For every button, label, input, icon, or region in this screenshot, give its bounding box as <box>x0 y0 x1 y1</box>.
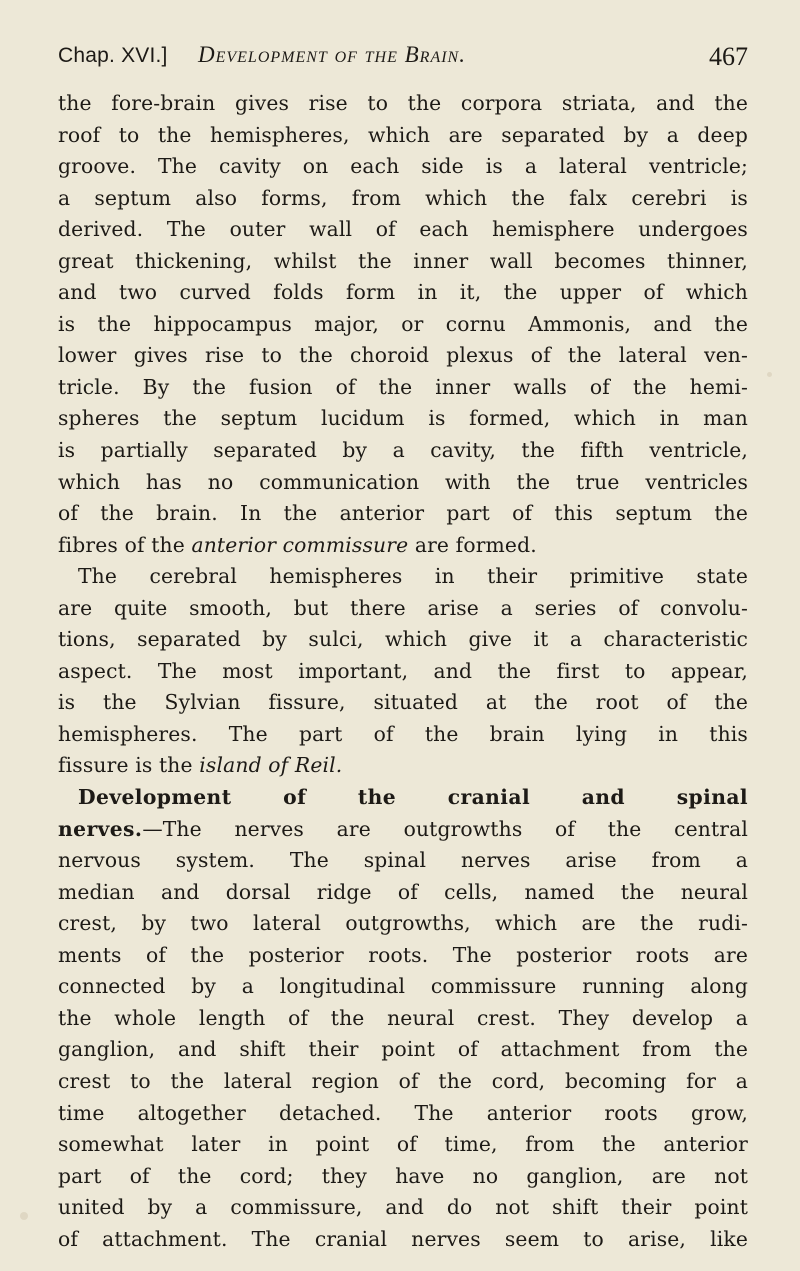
text-line: roof to the hemispheres, which are separated by a deep <box>58 122 748 147</box>
text-line: are quite smooth, but there arise a series of convolu- <box>58 595 748 620</box>
text-line <box>58 530 748 562</box>
text-line: hemispheres. The part of the brain lying in this <box>58 721 748 746</box>
text-line: the whole length of the neural crest. They develop a <box>58 1005 748 1030</box>
body-text <box>58 88 748 1255</box>
text-line: lower gives rise to the choroid plexus of the lateral ven- <box>58 343 748 368</box>
section-heading-line <box>58 782 748 814</box>
text-line: a septum also forms, from which the falx cerebri is <box>58 185 748 210</box>
text-line: the fore-brain gives rise to the corpora striata, and the <box>58 91 748 115</box>
text-run: fissure is the <box>58 753 200 778</box>
section-heading: Development of the cranial and spinal <box>78 785 748 810</box>
section-heading: nerves. <box>58 816 143 841</box>
text-run: fibres of the <box>58 532 192 557</box>
text-line: spheres the septum lucidum is formed, which in man <box>58 406 748 431</box>
page-number: 467 <box>709 42 748 71</box>
text-line: of the brain. In the anterior part of this septum the <box>58 501 748 526</box>
running-title: Development of the Brain. <box>198 42 466 67</box>
text-line: time altogether detached. The anterior roots grow, <box>58 1100 748 1125</box>
text-line: crest to the lateral region of the cord, becoming for a <box>58 1068 748 1093</box>
text-line: is the Sylvian fissure, situated at the root of the <box>58 690 748 715</box>
text-line: tions, separated by sulci, which give it a characteristic <box>58 627 748 652</box>
paper-spot <box>20 1212 28 1220</box>
text-line <box>58 750 748 782</box>
paper-spot <box>767 372 772 377</box>
text-line: ments of the posterior roots. The posterior roots are <box>58 942 748 967</box>
text-line: tricle. By the fusion of the inner walls of the hemi- <box>58 374 748 399</box>
text-line: part of the cord; they have no ganglion, are not <box>58 1163 748 1188</box>
text-line: of attachment. The cranial nerves seem to arise, like <box>58 1226 748 1251</box>
text-run: are formed. <box>408 532 537 557</box>
text-line: is partially separated by a cavity, the fifth ventricle, <box>58 438 748 463</box>
text-line: derived. The outer wall of each hemisphere undergoes <box>58 217 748 242</box>
text-line: which has no communication with the true ventricles <box>58 469 748 494</box>
text-line: nervous system. The spinal nerves arise from a <box>58 848 748 873</box>
text-line: and two curved folds form in it, the upper of which <box>58 280 748 305</box>
chapter-label: Chap. XVI.] <box>58 44 168 67</box>
text-run: —The nerves are outgrowths of the central <box>142 816 748 841</box>
italic-term: island of Reil. <box>199 753 343 778</box>
text-line <box>58 814 748 846</box>
text-line: median and dorsal ridge of cells, named the neural <box>58 879 748 904</box>
italic-term: anterior commissure <box>191 532 409 557</box>
text-line: crest, by two lateral outgrowths, which are the rudi- <box>58 911 748 936</box>
text-line: is the hippocampus major, or cornu Ammonis, and the <box>58 311 748 336</box>
text-line: connected by a longitudinal commissure running along <box>58 974 748 999</box>
text-line: groove. The cavity on each side is a lateral ventricle; <box>58 154 748 179</box>
text-line: somewhat later in point of time, from the anterior <box>58 1132 748 1157</box>
text-line: united by a commissure, and do not shift their point <box>58 1195 748 1220</box>
text-line: ganglion, and shift their point of attachment from the <box>58 1037 748 1062</box>
page-header <box>58 42 748 82</box>
text-line: great thickening, whilst the inner wall becomes thinner, <box>58 248 748 273</box>
text-line: The cerebral hemispheres in their primitive state <box>78 564 748 589</box>
text-line: aspect. The most important, and the first to appear, <box>58 658 748 683</box>
